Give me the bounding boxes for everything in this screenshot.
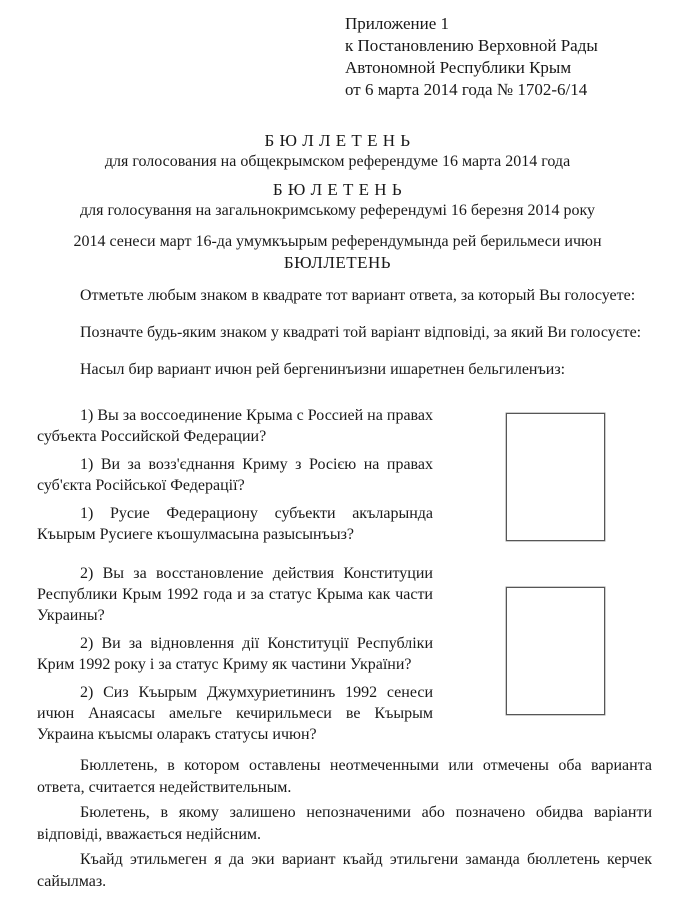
ballot-title-ru-subtitle: для голосования на общекрымском референдуме 16 марта 2014 года	[104, 153, 571, 170]
ballot-title-ru-heading: Б Ю Л Л Е Т Е Н Ь	[264, 131, 411, 150]
ballot-title-ru	[0, 130, 675, 172]
ballot-title-crh-line1: 2014 сенеси март 16-да умумкъырым референдумында рей берильмеси ичюн	[73, 233, 602, 250]
marking-instruction-ru: Отметьте любым знаком в квадрате тот вариант ответа, за который Вы голосуете:	[80, 287, 636, 304]
validity-note-crh: Къайд этильмеген я да эки вариант къайд этильгени заманда бюллетень керчек сайылмаз.	[37, 851, 652, 890]
question-1-ru: 1) Вы за воссоединение Крыма с Россией на правах субъекта Российской Федерации?	[37, 407, 433, 445]
ballot-title-uk-heading: Б Ю Л Е Т Е Н Ь	[272, 180, 403, 199]
ballot-title-crh-line2: БЮЛЛЕТЕНЬ	[283, 253, 392, 272]
marking-instruction-crh: Насыл бир вариант ичюн рей бергенинъизни ишаретнен бельгиленъиз:	[80, 361, 566, 378]
question-2-ru: 2) Вы за восстановление действия Конституции Республики Крым 1992 года и за статус Крыма как части Украины?	[37, 565, 433, 624]
ballot-title-uk-subtitle: для голосування на загальнокримському референдумі 16 березня 2014 року	[79, 202, 596, 219]
ballot-title-uk	[0, 179, 675, 221]
validity-note-ru: Бюллетень, в котором оставлены неотмеченными или отмечены оба варианта ответа, считается недействительным.	[37, 757, 652, 796]
header-line: Приложение 1	[345, 14, 449, 33]
header-line: Автономной Республики Крым	[345, 58, 572, 77]
header-line: к Постановлению Верховной Рады	[345, 36, 598, 55]
questions-column	[37, 405, 433, 745]
question-2-crh: 2) Сиз Къырым Джумхуриетининъ 1992 сенеси ичюн Анаясасы амельге кечирильмеси ве Къырым Украина къысмы оларакъ статусы ичюн?	[37, 684, 433, 743]
question-1-crh: 1) Русие Федерациону субъекти акъларында Къырым Русиеге къошулмасына разысынъыз?	[37, 505, 433, 543]
question-1-uk: 1) Ви за возз'єднання Криму з Росією на правах суб'єкта Російської Федерації?	[37, 456, 433, 494]
marking-instruction-uk: Позначте будь-яким знаком у квадраті той варіант відповіді, за який Ви голосуєте:	[80, 324, 642, 341]
answer-checkbox-question-1[interactable]	[506, 413, 605, 541]
validity-notes	[37, 755, 652, 893]
answer-checkbox-question-2[interactable]	[506, 587, 605, 715]
header-line: от 6 марта 2014 года № 1702-6/14	[345, 80, 588, 99]
validity-note-uk: Бюлетень, в якому залишено непозначеними або позначено обидва варіанти відповіді, вважається недійсним.	[37, 804, 652, 843]
ballot-title-crh	[0, 231, 675, 273]
document-header	[345, 13, 598, 101]
question-2-uk: 2) Ви за відновлення дії Конституції Республіки Крим 1992 року і за статус Криму як частини України?	[37, 635, 433, 673]
